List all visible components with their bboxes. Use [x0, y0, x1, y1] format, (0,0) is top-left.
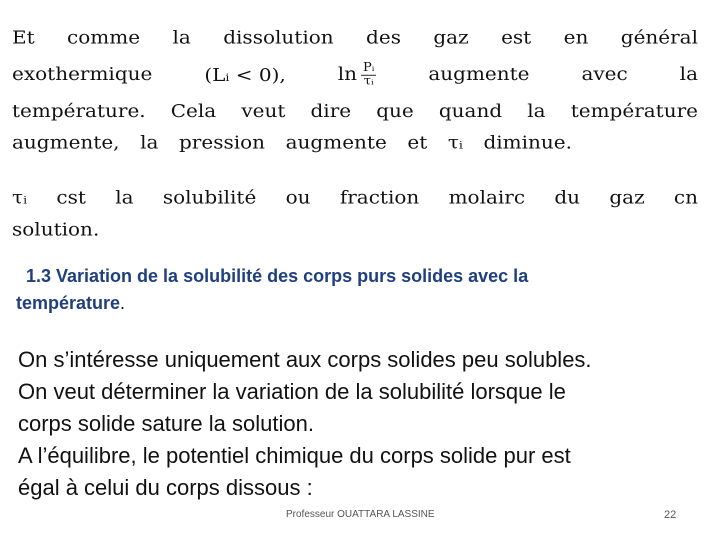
scan-line-2: [12, 62, 698, 87]
section-heading-title: 1.3 Variation de la solubilité des corps purs solides avec la: [26, 266, 529, 286]
scan-line-3: température. Cela veut dire que quand la température: [12, 100, 698, 122]
log-fraction: [338, 62, 377, 87]
latent-heat-condition: (Lᵢ < 0),: [204, 64, 286, 86]
section-heading: [16, 263, 656, 317]
body-line: corps solide sature la solution.: [18, 411, 314, 436]
word-exothermique: exothermique: [12, 62, 153, 85]
scan-line-6: solution.: [12, 218, 100, 241]
fraction-denominator: τᵢ: [363, 74, 374, 88]
ln-symbol: ln: [337, 62, 358, 85]
section-heading-period: .: [120, 293, 126, 313]
body-paragraph: [18, 344, 708, 504]
fraction-numerator: Pᵢ: [363, 61, 375, 75]
body-line: On s’intéresse uniquement aux corps solides peu solubles.: [18, 347, 592, 372]
body-line: égal à celui du corps dissous :: [18, 475, 313, 500]
scan-line-4: augmente, la pression augmente et τᵢ diminue.: [12, 131, 572, 154]
pressure-ratio-fraction: [361, 62, 376, 87]
augmente-avec-la: augmente avec la: [428, 62, 698, 85]
scan-line-5: τᵢ cst la solubilité ou fraction molairc du gaz cn: [12, 186, 698, 208]
body-line: On veut déterminer la variation de la solubilité lorsque le: [18, 379, 566, 404]
body-line: A l’équilibre, le potentiel chimique du corps solide pur est: [18, 443, 571, 468]
section-heading-title-cont: température: [16, 293, 121, 313]
page-number: 22: [664, 509, 677, 521]
scan-line-1: Et comme la dissolution des gaz est en général: [12, 26, 698, 48]
footer-author: Professeur OUATTARA LASSINE: [286, 509, 435, 520]
